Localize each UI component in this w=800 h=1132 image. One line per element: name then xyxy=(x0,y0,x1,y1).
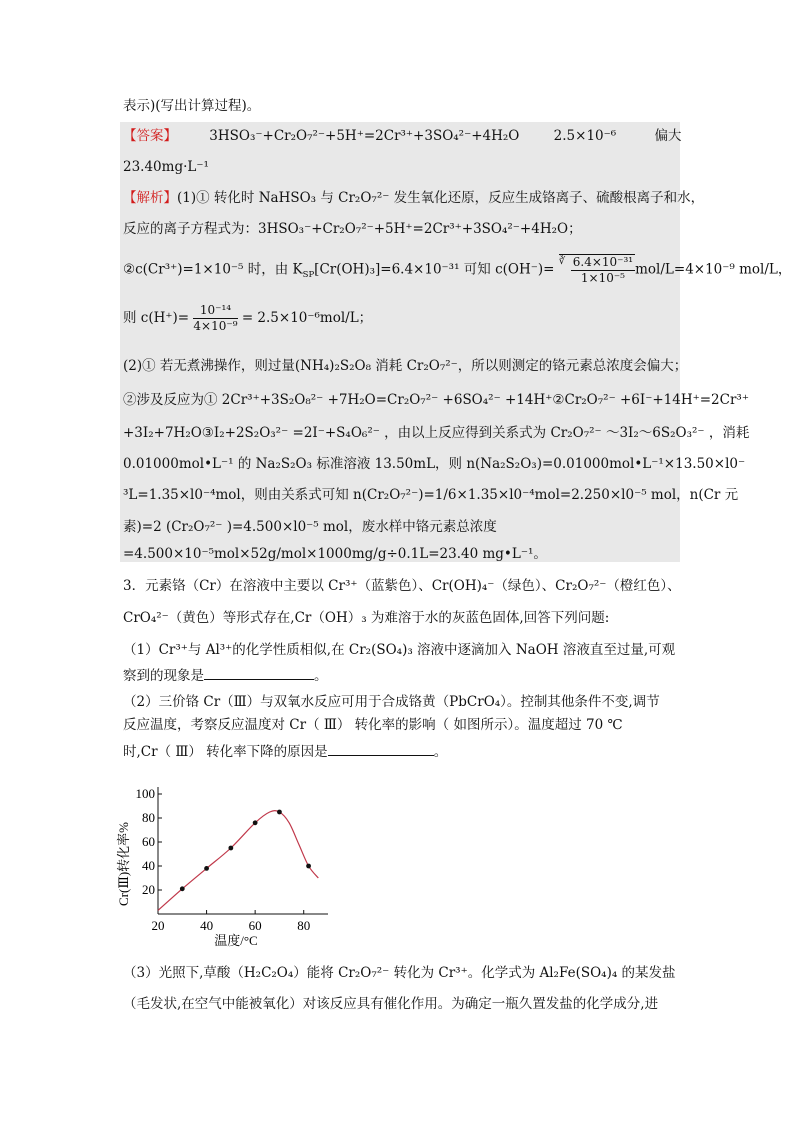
question-line xyxy=(123,741,447,761)
question-line: （毛发状,在空气中能被氧化）对该反应具有催化作用。为确定一瓶久置发盐的化学成分,进 xyxy=(123,996,659,1012)
conversion-rate-chart xyxy=(118,782,338,952)
question-line: 3．元素铬（Cr）在溶液中主要以 Cr³⁺（蓝紫色）、Cr(OH)₄⁻（绿色）、Cr₂O₇²⁻（橙红色）、 xyxy=(123,578,681,594)
data-point xyxy=(228,846,233,851)
text-span: = 2.5×10⁻⁶mol/L； xyxy=(241,310,373,326)
cube-root: ∛ $\frac{\text{6.4×10⁻³¹}}{\text{1×10⁻⁵}}$ xyxy=(558,255,634,285)
ksp-subscript: SP xyxy=(302,270,315,281)
text-line-formula xyxy=(123,254,791,286)
analysis-tag: 【解析】 xyxy=(123,190,177,206)
text-line: (2)① 若无煮沸操作，则过量(NH₄)₂S₂O₈ 消耗 Cr₂O₇²⁻，所以则测定的铬元素总浓度会偏大； xyxy=(123,358,688,374)
x-tick-label: 60 xyxy=(248,918,262,933)
x-tick-label: 40 xyxy=(200,918,214,933)
answer-tag: 【答案】 xyxy=(123,128,177,144)
text-line: =4.500×10⁻⁵mol×52g/mol×1000mg/g÷0.1L=23.40 mg•L⁻¹。 xyxy=(123,546,547,562)
data-point xyxy=(253,820,258,825)
question-line: （2）三价铬 Cr（Ⅲ）与双氧水反应可用于合成铬黄（PbCrO₄）。控制其他条件不变,调节 xyxy=(123,694,660,710)
text-span: 察到的现象是 xyxy=(123,668,204,684)
text-line: 0.01000mol•L⁻¹ 的 Na₂S₂O₃ 标准溶液 13.50mL，则 n(Na₂S₂O₃)=0.01000mol•L⁻¹×13.50×l0⁻ xyxy=(123,456,746,472)
x-tick-label: 80 xyxy=(297,918,311,933)
text-line: 表示)(写出计算过程)。 xyxy=(123,98,261,114)
y-tick-label: 100 xyxy=(135,786,155,801)
conversion-curve xyxy=(158,811,318,911)
text-span: mol/L=4×10⁻⁹ mol/L， xyxy=(635,261,792,278)
question-line: （3）光照下,草酸（H₂C₂O₄）能将 Cr₂O₇²⁻ 转化为 Cr³⁺。化学式为 Al₂Fe(SO₄)₄ 的某发盐 xyxy=(123,965,676,981)
fraction-numerator: 6.4×10⁻³¹ xyxy=(572,255,634,269)
question-line: （1）Cr³⁺与 Al³⁺的化学性质相似,在 Cr₂(SO₄)₃ 溶液中逐滴加入 NaOH 溶液直至过量,可观 xyxy=(123,642,676,658)
answer-concentration: 23.40mg·L⁻¹ xyxy=(123,159,209,175)
text-span: ②c(Cr³⁺)=1×10⁻⁵ 时，由 K xyxy=(123,261,303,278)
analysis-text: (1)① 转化时 NaHSO₃ 与 Cr₂O₇²⁻ 发生氧化还原，反应生成铬离子、硫酸根离子和水， xyxy=(177,190,705,206)
x-axis-label: 温度/°C xyxy=(214,933,258,948)
answer-line xyxy=(123,127,681,145)
text-line: ³L=1.35×l0⁻⁴mol，则由关系式可知 n(Cr₂O₇²⁻)=1/6×1.35×l0⁻⁴mol=2.250×l0⁻⁵ mol，n(Cr 元 xyxy=(123,487,739,503)
data-point xyxy=(204,866,209,871)
text-line: ②涉及反应为① 2Cr³⁺+3S₂O₈²⁻ +7H₂O=Cr₂O₇²⁻ +6SO₄²⁻ +14H⁺②Cr₂O₇²⁻ +6I⁻+14H⁺=2Cr³⁺ xyxy=(123,392,749,408)
answer-blank[interactable] xyxy=(204,665,314,680)
text-span: 。 xyxy=(314,668,328,684)
text-line: 反应的离子方程式为：3HSO₃⁻+Cr₂O₇²⁻+5H⁺=2Cr³⁺+3SO₄²⁻+4H₂O； xyxy=(123,221,582,237)
fraction xyxy=(193,303,237,334)
y-tick-label: 40 xyxy=(142,858,155,873)
answer-bias: 偏大 xyxy=(654,128,682,144)
answer-ph: 2.5×10⁻⁶ xyxy=(553,128,617,144)
text-span: 时,Cr（ Ⅲ） 转化率下降的原因是 xyxy=(123,744,328,760)
answer-blank[interactable] xyxy=(328,741,434,756)
question-line: CrO₄²⁻（黄色）等形式存在,Cr（OH）₃ 为难溶于水的灰蓝色固体,回答下列问题: xyxy=(123,610,610,626)
data-point xyxy=(277,810,282,815)
text-line: +3I₂+7H₂O③I₂+2S₂O₃²⁻ =2I⁻+S₄O₆²⁻ ，由以上反应得到关系式为 Cr₂O₇²⁻ ～3I₂～6S₂O₃²⁻ ，消耗 xyxy=(123,425,750,441)
root-fraction xyxy=(571,255,635,286)
text-line-formula xyxy=(123,303,372,334)
text-line: 素)=2 (Cr₂O₇²⁻ )=4.500×l0⁻⁵ mol，废水样中铬元素总浓度 xyxy=(123,519,497,535)
text-span: 则 c(H⁺)= xyxy=(123,310,190,326)
text-span: 。 xyxy=(433,744,448,760)
data-point xyxy=(180,886,185,891)
data-point xyxy=(306,864,311,869)
answer-equation: 3HSO₃⁻+Cr₂O₇²⁻+5H⁺=2Cr³⁺+3SO₄²⁻+4H₂O xyxy=(209,128,520,144)
y-tick-label: 20 xyxy=(142,882,155,897)
y-tick-label: 80 xyxy=(142,810,155,825)
question-line: 反应温度，考察反应温度对 Cr（ Ⅲ） 转化率的影响（ 如图所示）。温度超过 70 ℃ xyxy=(123,717,623,733)
text-span: [Cr(OH)₃]=6.4×10⁻³¹ 可知 c(OH⁻)= xyxy=(314,261,555,278)
x-tick-label: 20 xyxy=(151,918,165,933)
fraction-numerator: 10⁻¹⁴ xyxy=(193,303,237,319)
y-axis-label: Cr(Ⅲ)转化率% xyxy=(116,821,131,907)
fraction-denominator: 1×10⁻⁵ xyxy=(580,271,625,285)
y-tick-label: 60 xyxy=(142,834,155,849)
analysis-line xyxy=(123,189,704,207)
question-line xyxy=(123,665,328,685)
fraction-denominator: 4×10⁻⁹ xyxy=(193,319,238,333)
